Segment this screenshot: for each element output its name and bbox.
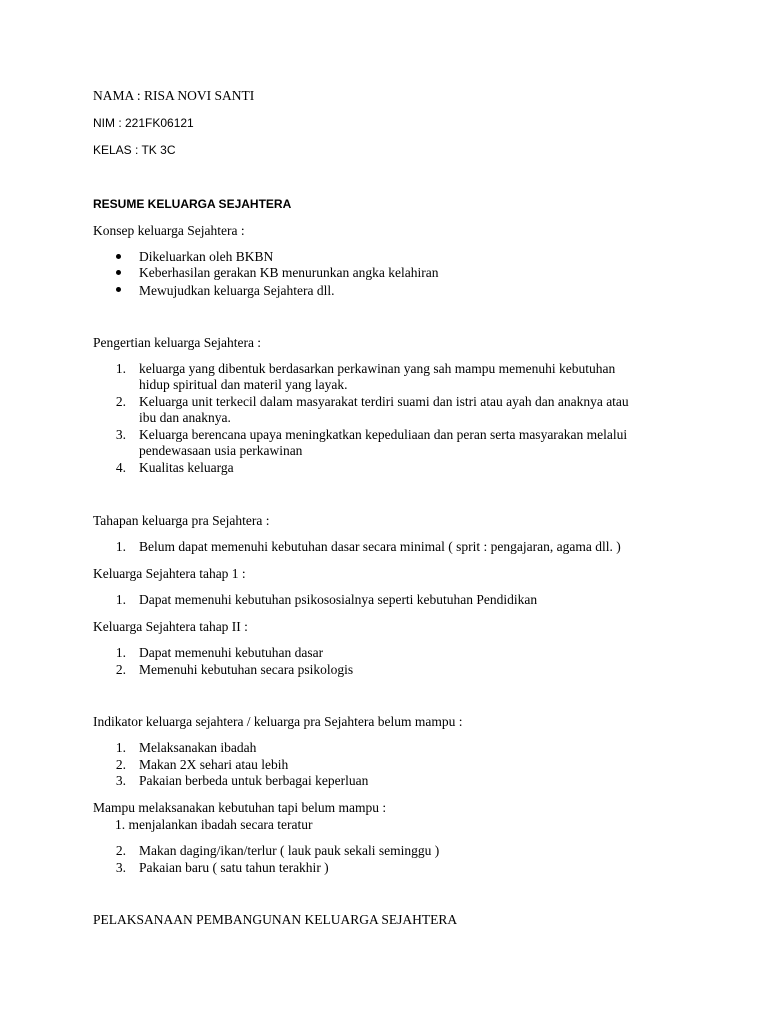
list-item: Keluarga unit terkecil dalam masyarakat terdiri suami dan istri atau ayah dan anaknya atau (139, 394, 629, 409)
list-item: Melaksanakan ibadah (139, 740, 257, 755)
document-title: RESUME KELUARGA SEJAHTERA (93, 197, 292, 211)
list-number: 2. (115, 757, 126, 772)
list-number: 2. (115, 843, 126, 858)
list-item: Makan 2X sehari atau lebih (139, 757, 289, 772)
list-item: Dapat memenuhi kebutuhan dasar (139, 645, 324, 660)
list-item-continuation: ibu dan anaknya. (139, 410, 231, 425)
list-number: 1. (115, 592, 126, 607)
pelaksanaan-heading: PELAKSANAAN PEMBANGUNAN KELUARGA SEJAHTERA (93, 912, 458, 927)
list-item-continuation: pendewasaan usia perkawinan (139, 443, 303, 458)
list-item: keluarga yang dibentuk berdasarkan perkawinan yang sah mampu memenuhi kebutuhan (139, 361, 616, 376)
pengertian-heading: Pengertian keluarga Sejahtera : (93, 335, 262, 350)
bullet-icon (116, 270, 121, 275)
student-class: KELAS : TK 3C (93, 143, 176, 157)
list-item: Memenuhi kebutuhan secara psikologis (139, 662, 354, 677)
list-number: 4. (115, 460, 126, 475)
list-number: 2. (115, 662, 126, 677)
list-number: 3. (115, 860, 126, 875)
mampu-heading: Mampu melaksanakan kebutuhan tapi belum mampu : (93, 800, 387, 815)
list-item: Dikeluarkan oleh BKBN (139, 249, 274, 264)
list-number: 1. (115, 539, 126, 554)
list-item: Kualitas keluarga (139, 460, 234, 475)
indikator-heading: Indikator keluarga sejahtera / keluarga pra Sejahtera belum mampu : (93, 714, 463, 729)
mampu-first-item: 1. menjalankan ibadah secara teratur (115, 817, 313, 832)
bullet-icon (116, 287, 121, 292)
student-nim: NIM : 221FK06121 (93, 116, 194, 130)
list-number: 1. (115, 361, 126, 376)
list-item: Keluarga berencana upaya meningkatkan kepeduliaan dan peran serta masyarakan melalui (139, 427, 628, 442)
list-item: Belum dapat memenuhi kebutuhan dasar secara minimal ( sprit : pengajaran, agama dll. ) (139, 539, 621, 554)
list-item: Pakaian baru ( satu tahun terakhir ) (139, 860, 329, 875)
student-name: NAMA : RISA NOVI SANTI (93, 88, 255, 103)
list-item: Pakaian berbeda untuk berbagai keperluan (139, 773, 369, 788)
list-number: 1. (115, 740, 126, 755)
konsep-heading: Konsep keluarga Sejahtera : (93, 223, 245, 238)
list-number: 1. (115, 645, 126, 660)
list-item: Keberhasilan gerakan KB menurunkan angka kelahiran (139, 265, 439, 280)
list-item: Makan daging/ikan/terlur ( lauk pauk sekali seminggu ) (139, 843, 440, 858)
tahapan-heading: Tahapan keluarga pra Sejahtera : (93, 513, 270, 528)
list-number: 2. (115, 394, 126, 409)
list-item-continuation: hidup spiritual dan materil yang layak. (139, 377, 348, 392)
list-item: Mewujudkan keluarga Sejahtera dll. (139, 283, 335, 298)
tahap2-heading: Keluarga Sejahtera tahap II : (93, 619, 248, 634)
tahap1-heading: Keluarga Sejahtera tahap 1 : (93, 566, 246, 581)
list-item: Dapat memenuhi kebutuhan psikososialnya seperti kebutuhan Pendidikan (139, 592, 538, 607)
list-number: 3. (115, 773, 126, 788)
list-number: 3. (115, 427, 126, 442)
bullet-icon (116, 254, 121, 259)
